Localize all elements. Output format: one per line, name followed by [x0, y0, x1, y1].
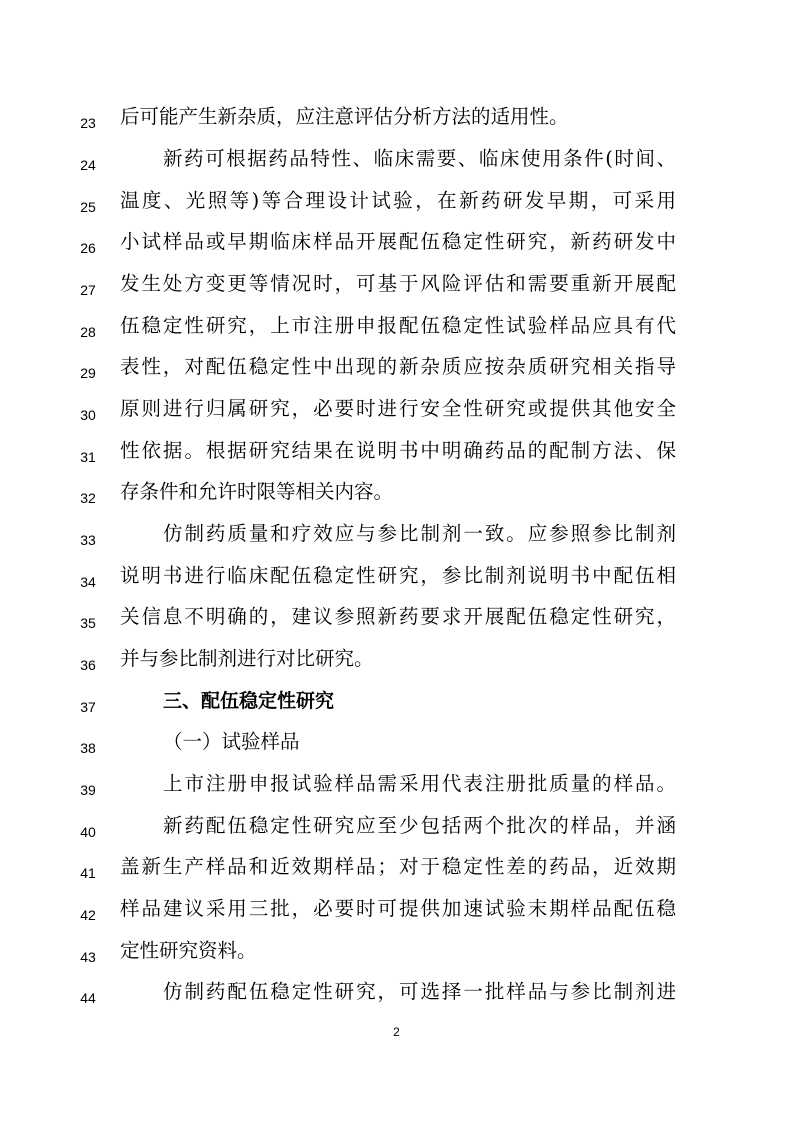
line-text: 样品建议采用三批，必要时可提供加速试验末期样品配伍稳 [120, 897, 676, 920]
text-line [0, 231, 793, 273]
line-number: 24 [80, 157, 96, 173]
text-line [0, 731, 793, 773]
line-number: 42 [80, 907, 96, 923]
line-text: 后可能产生新杂质，应注意评估分析方法的适用性。 [120, 105, 569, 128]
line-number: 35 [80, 615, 96, 631]
text-line [0, 315, 793, 357]
line-number: 32 [80, 490, 96, 506]
line-number: 37 [80, 699, 96, 715]
line-number: 30 [80, 407, 96, 423]
line-text: 关信息不明确的，建议参照新药要求开展配伍稳定性研究， [120, 605, 676, 628]
text-line [0, 398, 793, 440]
line-number: 41 [80, 865, 96, 881]
line-number: 34 [80, 574, 96, 590]
text-line [0, 940, 793, 982]
text-line [0, 648, 793, 690]
line-number: 43 [80, 949, 96, 965]
line-number: 26 [80, 240, 96, 256]
line-number: 40 [80, 824, 96, 840]
line-number: 28 [80, 324, 96, 340]
line-text: 新药配伍稳定性研究应至少包括两个批次的样品，并涵 [163, 814, 676, 837]
line-text: 仿制药配伍稳定性研究，可选择一批样品与参比制剂进 [163, 980, 676, 1003]
text-line [0, 190, 793, 232]
text-line [0, 523, 793, 565]
text-line [0, 981, 793, 1023]
line-text: 定性研究资料。 [120, 939, 257, 962]
line-text: 盖新生产样品和近效期样品；对于稳定性差的药品，近效期 [120, 855, 676, 878]
line-text: 新药可根据药品特性、临床需要、临床使用条件(时间、 [163, 147, 676, 170]
line-text: 上市注册申报试验样品需采用代表注册批质量的样品。 [163, 772, 676, 795]
line-text: 表性，对配伍稳定性中出现的新杂质应按杂质研究相关指导 [120, 355, 676, 378]
line-text: 伍稳定性研究，上市注册申报配伍稳定性试验样品应具有代 [120, 314, 676, 337]
line-text: 说明书进行临床配伍稳定性研究，参比制剂说明书中配伍相 [120, 564, 676, 587]
text-line [0, 856, 793, 898]
line-number: 36 [80, 657, 96, 673]
line-text: 仿制药质量和疗效应与参比制剂一致。应参照参比制剂 [163, 522, 676, 545]
text-line [0, 606, 793, 648]
section-heading: 三、配伍稳定性研究 [163, 690, 335, 712]
text-line [0, 898, 793, 940]
line-number: 27 [80, 282, 96, 298]
line-text: 并与参比制剂进行对比研究。 [120, 647, 374, 670]
subsection-heading: （一）试验样品 [163, 730, 300, 753]
line-number: 29 [80, 365, 96, 381]
line-text: 存条件和允许时限等相关内容。 [120, 480, 394, 503]
line-number: 23 [80, 115, 96, 131]
text-line [0, 481, 793, 523]
page-number: 2 [393, 1025, 400, 1039]
text-line [0, 148, 793, 190]
line-text: 小试样品或早期临床样品开展配伍稳定性研究，新药研发中 [120, 230, 676, 253]
text-line [0, 356, 793, 398]
text-line [0, 815, 793, 857]
text-line [0, 106, 793, 148]
line-text: 性依据。根据研究结果在说明书中明确药品的配制方法、保 [120, 439, 676, 462]
line-number: 44 [80, 990, 96, 1006]
line-number: 38 [80, 740, 96, 756]
text-line [0, 273, 793, 315]
line-text: 发生处方变更等情况时，可基于风险评估和需要重新开展配 [120, 272, 676, 295]
text-line [0, 773, 793, 815]
line-number: 25 [80, 199, 96, 215]
line-number: 33 [80, 532, 96, 548]
line-text: 原则进行归属研究，必要时进行安全性研究或提供其他安全 [120, 397, 676, 420]
text-line [0, 440, 793, 482]
text-line [0, 565, 793, 607]
line-number: 39 [80, 782, 96, 798]
line-number: 31 [80, 449, 96, 465]
text-line [0, 690, 793, 732]
line-text: 温度、光照等)等合理设计试验，在新药研发早期，可采用 [120, 189, 676, 212]
